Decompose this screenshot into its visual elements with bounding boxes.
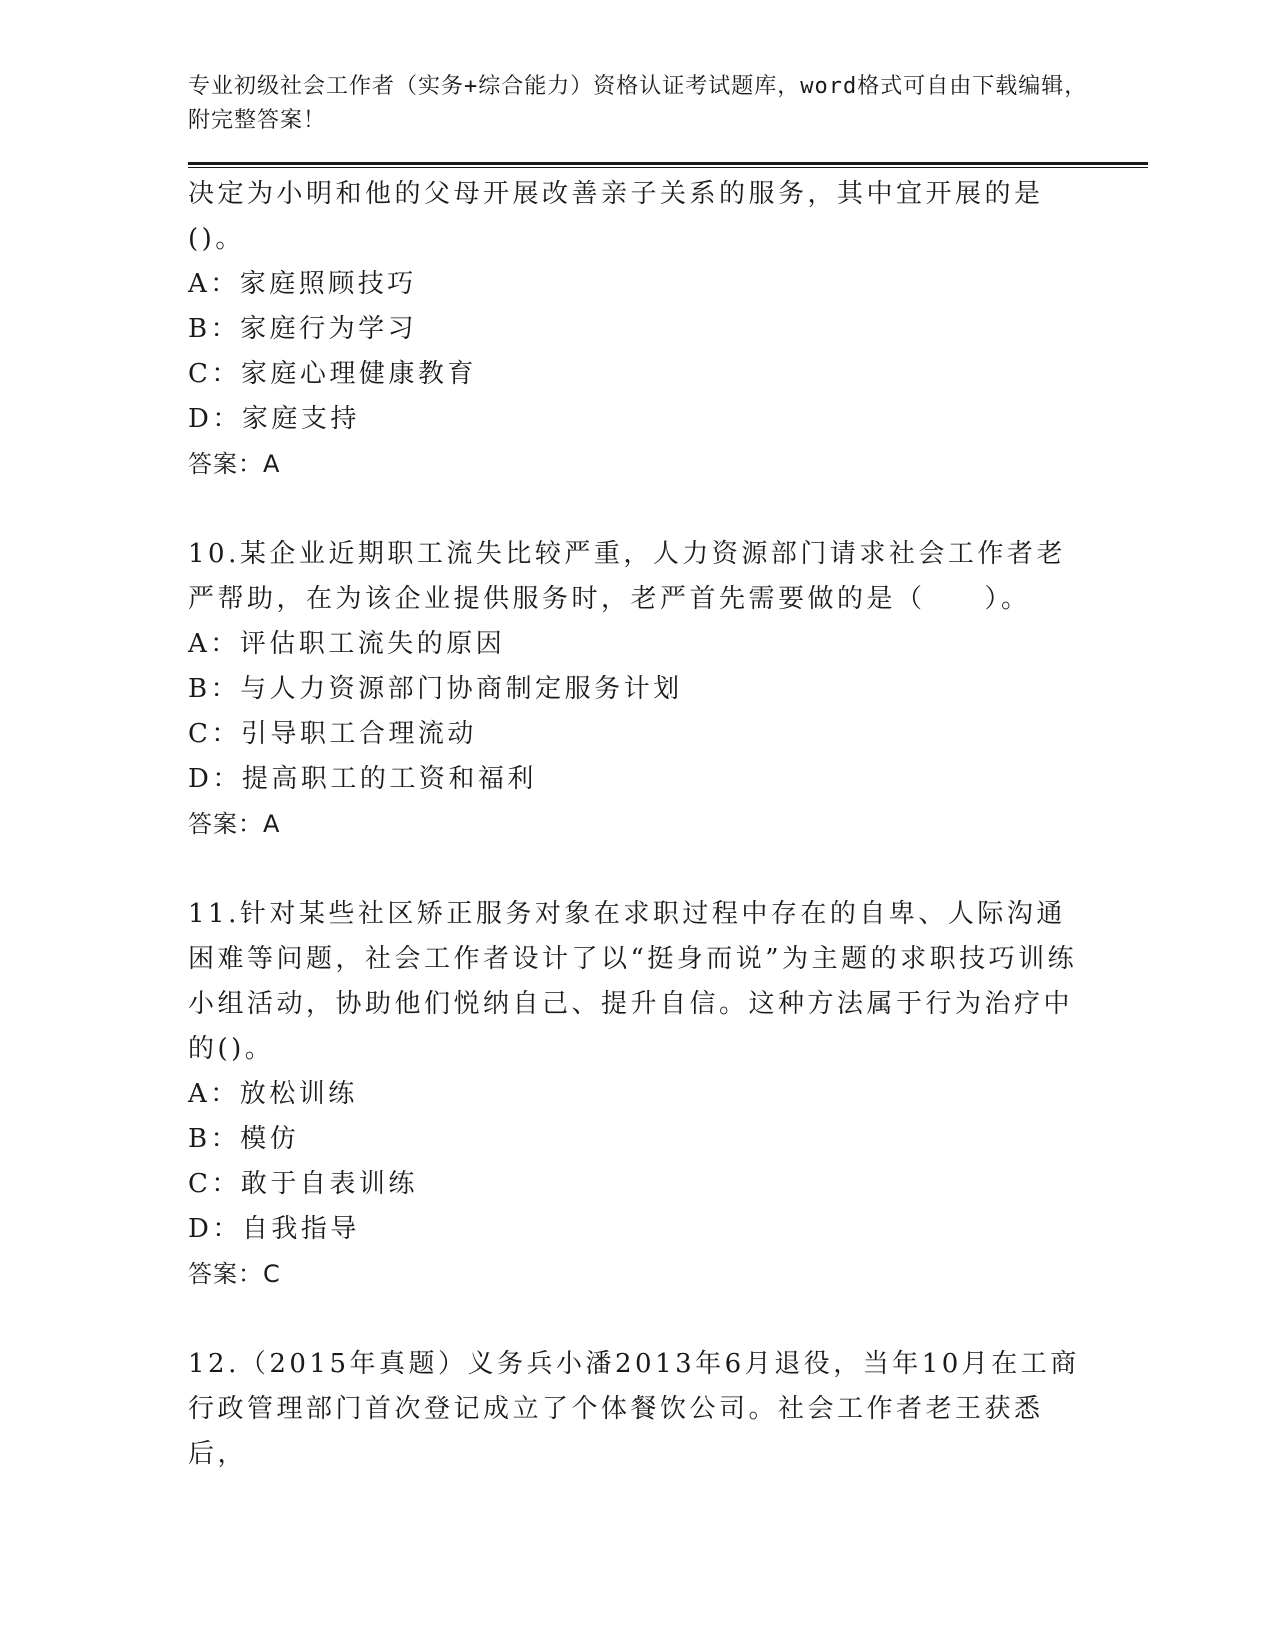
question-spacer [188,1297,1148,1342]
question-spacer [188,847,1148,892]
option-b: B：模仿 [188,1124,300,1154]
question-text: 11.针对某些社区矫正服务对象在求职过程中存在的自卑、人际沟通困难等问题，社会工作者设计了以“挺身而说”为主题的求职技巧训练小组活动，协助他们悦纳自己、提升自信。这种方法属于行为治疗中的()。 [188,899,1078,1064]
divider-thin-line [188,167,1148,168]
answer-line: 答案：A [188,810,281,838]
question-block [188,1342,1148,1477]
divider-thick-line [188,162,1148,165]
question-block [188,172,1148,487]
question-block [188,532,1148,847]
option-a: A：放松训练 [188,1079,358,1109]
question-text: 12.（2015年真题）义务兵小潘2013年6月退役，当年10月在工商行政管理部门首次登记成立了个体餐饮公司。社会工作者老王获悉后， [188,1349,1080,1469]
question-list [188,172,1148,1477]
option-b: B：家庭行为学习 [188,314,418,344]
option-d: D：自我指导 [188,1214,360,1244]
option-a: A：评估职工流失的原因 [188,629,506,659]
document-page [188,70,1148,1477]
answer-line: 答案：C [188,1260,281,1288]
question-spacer [188,487,1148,532]
option-b: B：与人力资源部门协商制定服务计划 [188,674,683,704]
question-block [188,892,1148,1297]
header-divider [188,162,1148,168]
document-description: 专业初级社会工作者（实务+综合能力）资格认证考试题库，word格式可自由下载编辑，附完整答案！ [188,74,1088,133]
option-d: D：提高职工的工资和福利 [188,764,537,794]
option-c: C：家庭心理健康教育 [188,359,477,389]
option-c: C：引导职工合理流动 [188,719,477,749]
answer-line: 答案：A [188,450,281,478]
option-d: D：家庭支持 [188,404,360,434]
option-c: C：敢于自表训练 [188,1169,418,1199]
question-text: 10.某企业近期职工流失比较严重，人力资源部门请求社会工作者老严帮助，在为该企业提供服务时，老严首先需要做的是（ ）。 [188,539,1066,614]
option-a: A：家庭照顾技巧 [188,269,417,299]
question-text: 决定为小明和他的父母开展改善亲子关系的服务，其中宜开展的是()。 [188,179,1044,254]
